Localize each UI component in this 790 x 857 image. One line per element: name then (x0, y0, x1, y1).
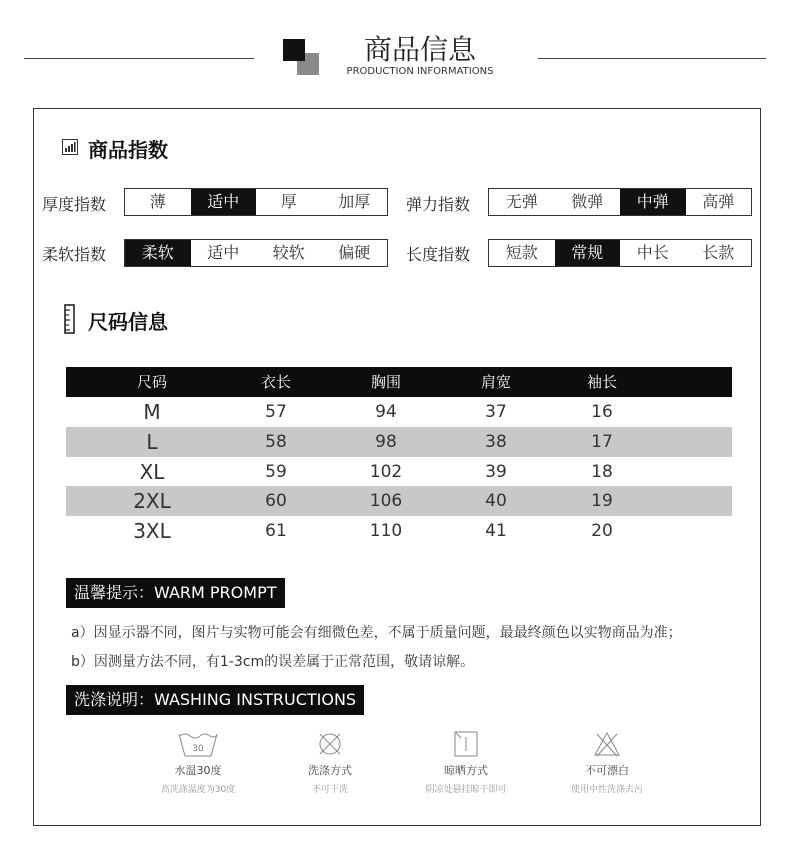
index-option: 中弹 (620, 189, 686, 215)
index-option: 高弹 (702, 192, 735, 211)
index-option: 适中 (207, 243, 240, 262)
shoulder-cell: 37 (485, 402, 507, 422)
length-options (488, 239, 752, 267)
index-option: 厚 (280, 192, 297, 211)
wash-item-method (260, 730, 400, 795)
sleeve-cell: 20 (591, 521, 613, 542)
table-row (66, 457, 732, 487)
length-cell: 57 (265, 402, 287, 422)
washing-tag: 洗涤说明：WASHING INSTRUCTIONS (66, 685, 364, 715)
no-bleach-icon (593, 730, 621, 758)
shoulder-cell: 41 (485, 521, 507, 542)
index-option: 长款 (702, 243, 735, 262)
index-option: 偏硬 (338, 243, 371, 262)
shoulder-cell: 38 (485, 431, 507, 452)
sleeve-cell: 18 (591, 461, 613, 482)
table-row (66, 427, 732, 457)
softness-label: 柔软指数 (42, 245, 107, 264)
chest-cell: 102 (369, 461, 403, 482)
softness-options (124, 239, 388, 267)
header-cell: 袖长 (586, 373, 617, 391)
sleeve-cell: 17 (591, 431, 613, 452)
index-option: 中长 (636, 243, 669, 262)
length-cell: 61 (265, 521, 287, 542)
size-table-header (66, 367, 732, 397)
wash-temp-text: 30 (192, 744, 204, 754)
wash-item-bleach (537, 730, 677, 795)
no-wash-icon (316, 730, 344, 758)
size-cell: 3XL (133, 519, 171, 544)
table-row (66, 486, 732, 516)
section-title-size: 尺码信息 (88, 310, 168, 334)
length-cell: 60 (265, 491, 287, 512)
header-rule-right (538, 58, 766, 59)
wash-sub: 阴凉处悬挂晾干即可 (425, 785, 507, 795)
index-option: 适中 (191, 189, 257, 215)
wash-sub: 使用中性洗涤去污 (570, 785, 643, 795)
thickness-options (124, 188, 388, 216)
index-option: 柔软 (125, 240, 191, 266)
header-cell: 衣长 (260, 373, 291, 391)
chest-cell: 98 (375, 431, 397, 452)
logo-square-black (283, 39, 305, 61)
chest-cell: 110 (369, 521, 403, 542)
chest-cell: 106 (369, 491, 403, 512)
table-row (66, 397, 732, 427)
wash-30-icon (177, 730, 219, 758)
size-cell: M (143, 400, 161, 424)
index-option: 薄 (149, 192, 166, 211)
index-option: 短款 (505, 243, 538, 262)
header-cell: 尺码 (136, 373, 167, 391)
wash-label: 晾晒方式 (444, 764, 488, 777)
wash-item-temp (128, 730, 268, 795)
bar-chart-icon (62, 139, 78, 155)
shoulder-cell: 39 (485, 461, 507, 482)
wash-label: 不可漂白 (585, 764, 629, 777)
prompt-line-a: a）因显示器不同，图片与实物可能会有细微色差，不属于质量问题，最最终颜色以实物商品为准； (71, 625, 682, 641)
header-rule-left (24, 58, 254, 59)
length-label: 长度指数 (406, 245, 471, 264)
section-title-indices: 商品指数 (88, 138, 168, 162)
shoulder-cell: 40 (485, 491, 507, 512)
header-cell: 胸围 (370, 373, 401, 391)
size-cell: 2XL (133, 489, 171, 514)
wash-sub: 高洗涤温度为30度 (160, 785, 236, 795)
index-option: 较软 (272, 243, 305, 262)
table-row (66, 516, 732, 546)
elasticity-options (488, 188, 752, 216)
wash-sub: 不可干洗 (311, 785, 348, 795)
ruler-icon (64, 304, 76, 334)
index-option: 微弹 (571, 192, 604, 211)
size-cell: XL (139, 459, 165, 484)
page-subtitle: PRODUCTION INFORMATIONS (346, 66, 494, 77)
hang-dry-icon (453, 730, 479, 758)
wash-label: 水温30度 (174, 764, 222, 777)
warm-prompt-tag: 温馨提示：WARM PROMPT (66, 578, 285, 608)
header-logo (283, 37, 321, 75)
index-option: 常规 (555, 240, 621, 266)
sleeve-cell: 16 (591, 402, 613, 422)
length-cell: 59 (265, 461, 287, 482)
index-option: 加厚 (338, 192, 371, 211)
wash-label: 洗涤方式 (308, 764, 352, 777)
thickness-label: 厚度指数 (42, 195, 107, 214)
sleeve-cell: 19 (591, 491, 613, 512)
size-cell: L (146, 429, 158, 454)
index-option: 无弹 (505, 192, 538, 211)
length-cell: 58 (265, 431, 287, 452)
elasticity-label: 弹力指数 (406, 195, 471, 214)
size-table (66, 367, 732, 546)
header-cell: 肩宽 (480, 373, 511, 391)
wash-item-dry (396, 730, 536, 795)
chest-cell: 94 (375, 402, 397, 422)
page-title: 商品信息 (363, 33, 476, 66)
prompt-line-b: b）因测量方法不同，有1-3cm的误差属于正常范围，敬请谅解。 (71, 654, 475, 670)
